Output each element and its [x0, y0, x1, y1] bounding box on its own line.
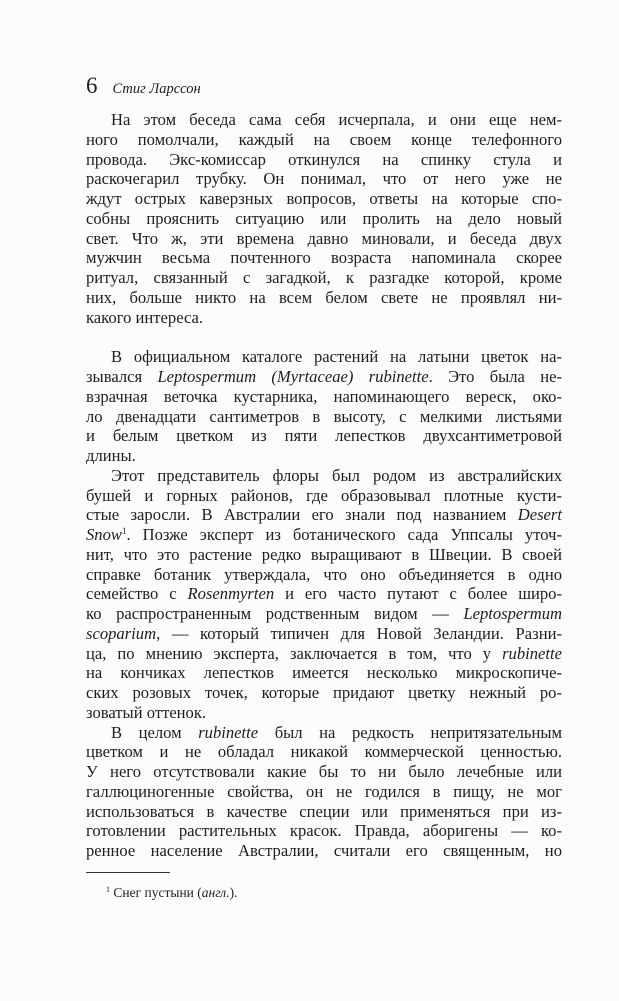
text-line — [86, 525, 562, 545]
text-line — [86, 229, 562, 249]
footnote-reference: 1 — [121, 526, 127, 536]
italic-term: Desert — [517, 505, 562, 525]
italic-term: Leptospermum (Myrtaceae) rubinette — [157, 367, 429, 386]
text-line — [86, 130, 562, 150]
text-line — [86, 248, 562, 268]
text-line — [86, 150, 562, 170]
body-text — [86, 110, 562, 861]
text-line — [86, 505, 562, 525]
footnote-italic: англ. — [201, 885, 230, 900]
running-head-author: Стиг Ларссон — [112, 81, 201, 97]
text-line — [86, 189, 562, 209]
text-line — [86, 387, 562, 407]
paragraph — [86, 723, 562, 861]
footnote-text: Снег пустыни ( — [113, 885, 202, 900]
text-segment: и его часто путают с более широ- — [274, 584, 562, 604]
footnote-tail: ). — [229, 885, 238, 900]
footnote-marker: 1 — [106, 885, 110, 894]
text-segment: ца, по мнению эксперта, заключается в том, что у — [86, 643, 503, 663]
running-header — [86, 73, 201, 99]
text-segment: них, больше никто на всем белом свете не проявлял ни- — [86, 287, 562, 307]
text-segment: взрачная веточка кустарника, напоминающего вереск, око- — [86, 386, 562, 406]
text-line — [86, 426, 562, 446]
italic-term: Leptospermum — [463, 604, 562, 623]
text-segment: ло двенадцати сантиметров в высоту, с мелкими листьями — [86, 406, 562, 426]
text-segment: , — который типичен для Новой Зеландии. Разни- — [156, 623, 562, 643]
text-line — [86, 169, 562, 189]
text-segment: и белым цветком из пяти лепестков двухсантиметровой — [86, 426, 562, 446]
text-line — [86, 624, 562, 644]
text-line — [86, 347, 562, 367]
text-line — [86, 367, 562, 387]
text-line — [86, 545, 562, 565]
text-segment: . Позже эксперт из ботанического сада Уппсалы уточ- — [126, 525, 562, 544]
footnote-separator — [86, 872, 170, 873]
text-line — [86, 308, 562, 328]
text-segment: ритуал, связанный с загадкой, к разгадке которой, кроме — [86, 268, 562, 287]
text-segment: ко распространенным родственным видом — — [86, 604, 464, 623]
italic-term: Rosenmyrten — [187, 584, 275, 604]
italic-term: rubinette — [502, 643, 562, 663]
text-segment: ного помолчали, каждый на своем конце телефонного — [86, 129, 562, 149]
text-segment: семейство с — [86, 584, 188, 604]
text-line — [86, 821, 562, 841]
italic-term: scoparium — [86, 623, 157, 643]
text-segment: зоватый оттенок. — [86, 702, 207, 722]
footnote — [106, 885, 237, 901]
text-segment: У него отсутствовали какие бы то ни было лечебные или — [86, 762, 562, 781]
text-segment: провода. Экс-комиссар откинулся на спинку стула и — [86, 149, 562, 169]
text-line — [86, 841, 562, 861]
text-segment: использоваться в качестве специи или применяться при из- — [86, 801, 562, 821]
text-segment: на кончиках лепестков имеется несколько микроскопиче- — [86, 663, 562, 683]
text-segment: Этот представитель флоры был родом из австралийских — [111, 465, 562, 485]
text-line — [86, 683, 562, 703]
paragraph — [86, 347, 562, 466]
text-line — [86, 446, 562, 466]
text-line — [86, 209, 562, 229]
text-segment: зывался — [86, 367, 158, 386]
text-line — [86, 782, 562, 802]
text-segment: ждут острых каверзных вопросов, ответы на которые спо- — [86, 189, 562, 208]
text-segment: был на редкость непритязательным — [258, 722, 562, 742]
text-line — [86, 486, 562, 506]
text-line — [86, 663, 562, 683]
text-segment: галлюциногенные свойства, он не годился в пищу, не мог — [86, 781, 562, 801]
text-line — [86, 110, 562, 130]
text-segment: готовлении растительных красок. Правда, аборигены — ко- — [86, 821, 562, 841]
text-segment: раскочегарил трубку. Он понимал, что от него уже не — [86, 169, 562, 189]
text-segment: мужчин весьма почтенного возраста напоминала скорее — [86, 248, 562, 268]
text-segment: . Это была не- — [428, 367, 563, 386]
text-segment: цветком и не обладал никакой коммерческой ценностью. — [86, 742, 562, 762]
text-line — [86, 762, 562, 782]
text-line — [86, 604, 562, 624]
text-line — [86, 466, 562, 486]
text-line — [86, 703, 562, 723]
text-segment: справке ботаник утверждала, что оно объединяется в одно — [86, 564, 562, 584]
paragraph — [86, 466, 562, 723]
text-segment: длины. — [86, 446, 136, 465]
text-segment: нит, что это растение редко выращивают в Швеции. В своей — [86, 544, 562, 564]
text-line — [86, 407, 562, 427]
text-segment: В официальном каталоге растений на латыни цветок на- — [111, 347, 562, 367]
text-segment: свет. Что ж, эти времена давно миновали, и беседа двух — [86, 228, 562, 248]
text-line — [86, 288, 562, 308]
paragraph — [86, 110, 562, 327]
text-segment: бушей и горных районов, где образовывал плотные кусти- — [86, 485, 562, 505]
italic-term: rubinette — [198, 722, 259, 742]
italic-term: Snow — [86, 525, 122, 544]
text-line — [86, 723, 562, 743]
text-segment: На этом беседа сама себя исчерпала, и они еще нем- — [111, 110, 562, 129]
text-line — [86, 644, 562, 664]
text-line — [86, 742, 562, 762]
text-line — [86, 268, 562, 288]
page-number: 6 — [86, 73, 98, 98]
text-segment: ских розовых точек, которые придают цветку нежный ро- — [86, 683, 562, 702]
text-segment: какого интереса. — [86, 307, 204, 327]
text-segment: собны прояснить ситуацию или пролить на дело новый — [86, 208, 562, 228]
text-line — [86, 565, 562, 585]
text-segment: ренное население Австралии, считали его священным, но — [86, 841, 562, 860]
text-line — [86, 802, 562, 822]
text-segment: стые заросли. В Австралии его знали под названием — [86, 505, 518, 525]
text-segment: В целом — [111, 722, 199, 742]
text-line — [86, 584, 562, 604]
